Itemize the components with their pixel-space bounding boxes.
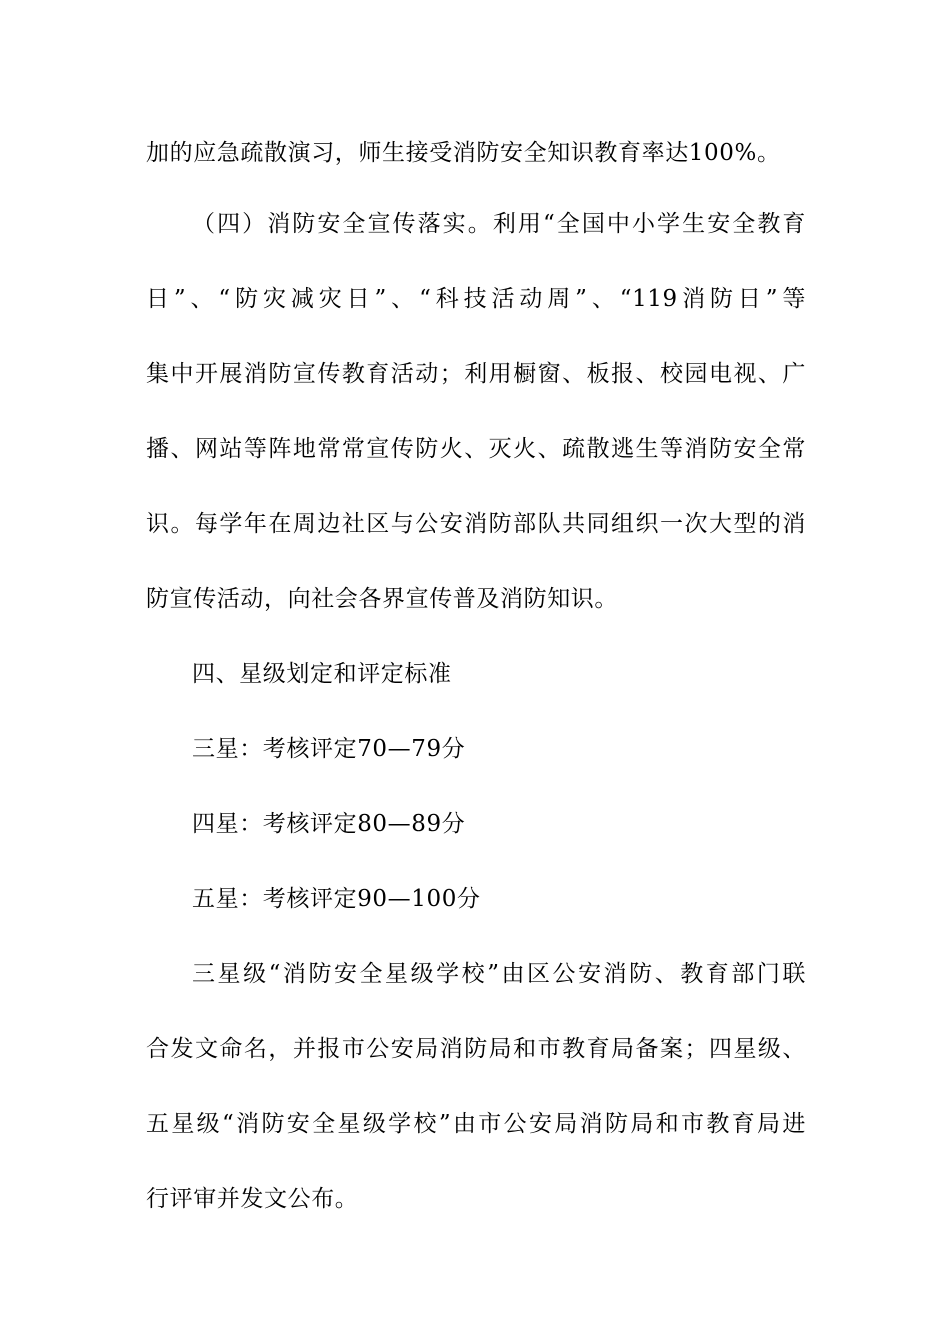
paragraph-line: 日”、“防灾减灾日”、“科技活动周”、“119消防日”等 [146, 286, 806, 312]
paragraph-line: 三星级“消防安全星级学校”由区公安消防、教育部门联 [192, 961, 806, 987]
rating-item-five-star: 五星：考核评定90—100分 [192, 886, 481, 912]
paragraph-line: 集中开展消防宣传教育活动；利用橱窗、板报、校园电视、广 [146, 361, 806, 387]
paragraph-line: （四）消防安全宣传落实。利用“全国中小学生安全教育 [192, 211, 806, 237]
paragraph-line: 合发文命名，并报市公安局消防局和市教育局备案；四星级、 [146, 1036, 806, 1062]
paragraph-line: 加的应急疏散演习，师生接受消防安全知识教育率达100%。 [146, 140, 781, 166]
paragraph-line: 五星级“消防安全星级学校”由市公安局消防局和市教育局进 [146, 1111, 806, 1137]
rating-item-four-star: 四星：考核评定80—89分 [192, 811, 466, 837]
paragraph-line: 播、网站等阵地常常宣传防火、灭火、疏散逃生等消防安全常 [146, 436, 806, 462]
rating-item-three-star: 三星：考核评定70—79分 [192, 736, 466, 762]
paragraph-line: 防宣传活动，向社会各界宣传普及消防知识。 [146, 586, 618, 612]
paragraph-line: 行评审并发文公布。 [146, 1186, 359, 1212]
section-heading: 四、星级划定和评定标准 [192, 661, 452, 687]
paragraph-line: 识。每学年在周边社区与公安消防部队共同组织一次大型的消 [146, 511, 806, 537]
